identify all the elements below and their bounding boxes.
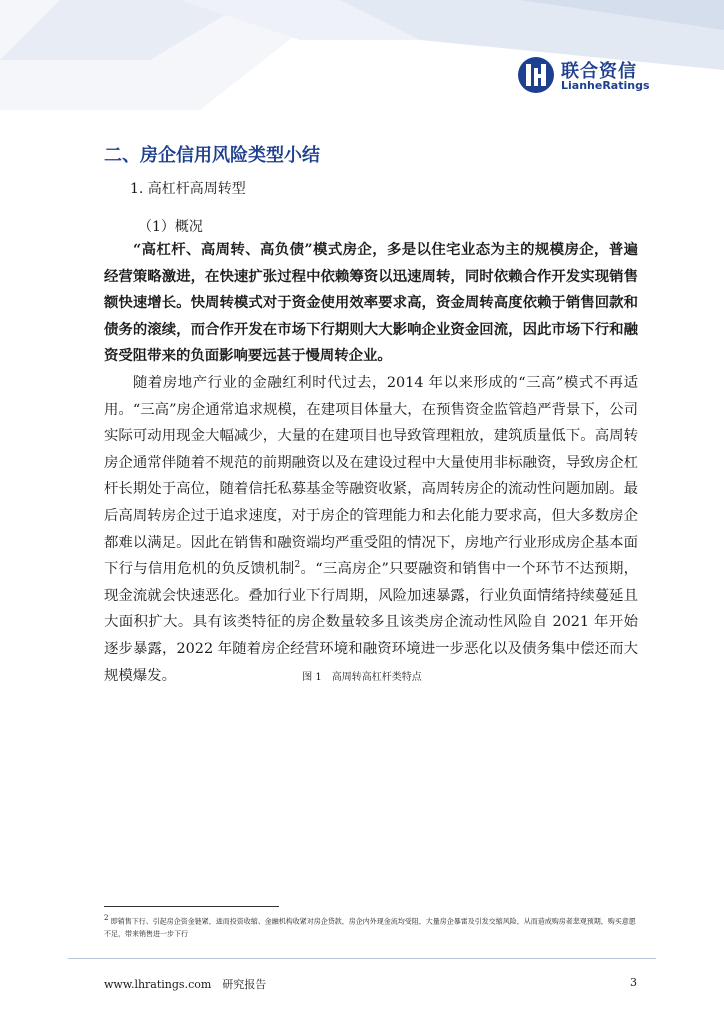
footer-source — [104, 976, 266, 992]
footer-report-type: 研究报告 — [222, 978, 267, 991]
footnote — [104, 912, 638, 941]
footnote-divider — [104, 906, 279, 907]
lh-logo-icon — [517, 56, 555, 94]
figure-caption: 图 1 高周转高杠杆类特点 — [302, 672, 422, 683]
company-logo — [517, 56, 650, 96]
footnote-reference: 2 — [294, 560, 301, 571]
page-number: 3 — [630, 976, 637, 989]
subsection-heading: 1. 高杠杆高周转型 — [130, 181, 246, 197]
paragraph-body-part-2: 。“三高房企”只要融资和销售中一个环节不达预期，现金流就会快速恶化。叠加行业下行周期，风险加速暴露，行业负面情绪持续蔓延且大面积扩大。具有该类特征的房企数量较多且该类房企流动性风险自 2021 年开始逐步暴露，2022 年随着房企经营环境和融资环境进一步恶化以及债务集中偿还而大规模爆发。 — [104, 561, 638, 684]
paragraph-overview-body — [104, 370, 638, 689]
logo-name-cn: 联合资信 — [561, 61, 637, 82]
paragraph-body-part-1: 随着房地产行业的金融红利时代过去，2014 年以来形成的“三高”模式不再适用。“三高”房企通常追求规模，在建项目体量大，在预售资金监管趋严背景下，公司实际可动用现金大幅减少，大量的在建项目也导致管理粗放，建筑质量低下。高周转房企通常伴随着不规范的前期融资以及在建设过程中大量使用非标融资，导致房企杠杆长期处于高位，随着信托私募基金等融资收紧，高周转房企的流动性问题加剧。最后高周转房企过于追求速度，对于房企的管理能力和去化能力要求高，但大多数房企都难以满足。因此在销售和融资端均严重受阻的情况下，房地产行业形成房企基本面下行与信用危机的负反馈机制 — [104, 375, 638, 578]
paragraph-overview-bold: “高杠杆、高周转、高负债”模式房企，多是以住宅业态为主的规模房企，普遍经营策略激进，在快速扩张过程中依赖筹资以迅速周转，同时依赖合作开发实现销售额快速增长。快周转模式对于资金使用效率要求高，资金周转高度依赖于销售回款和债务的滚续，而合作开发在市场下行期则大大影响企业资金回流，因此市场下行和融资受阻带来的负面影响要远甚于慢周转企业。 — [104, 241, 638, 365]
section-title: 二、房企信用风险类型小结 — [104, 145, 320, 166]
footnote-text: 即销售下行、引起房企资金链紧，进而投资收缩、金融机构收紧对房企贷款，房企内外现金流均受阻，大量房企暴雷及引发交缩风险，从而造成购房者悲观预期，购买意愿不足，带来销售进一步下行 — [104, 917, 636, 939]
footnote-mark: 2 — [104, 914, 109, 922]
logo-name-en: LianheRatings — [561, 79, 650, 92]
footer-website-link[interactable]: www.lhratings.com — [104, 978, 212, 991]
footer-divider — [68, 958, 656, 959]
subsubsection-heading: （1）概况 — [138, 219, 203, 235]
